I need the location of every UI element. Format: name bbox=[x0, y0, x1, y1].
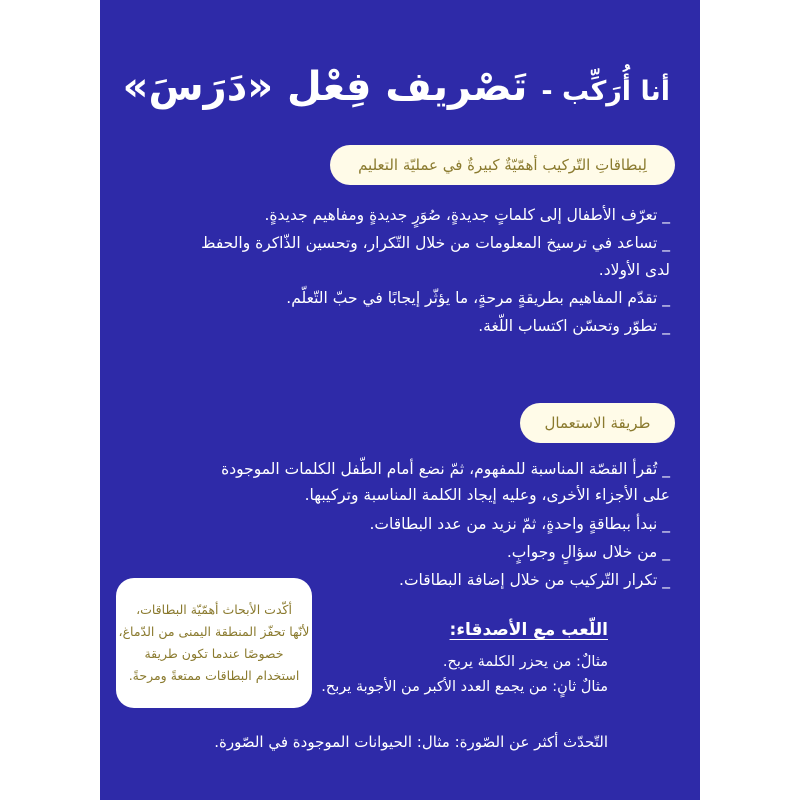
list-item: _ تعرّف الأطفال إلى كلماتٍ جديدةٍ، صُوَرٍ جديدةٍ ومفاهيم جديدةٍ. bbox=[264, 206, 670, 224]
list-item: _ تطوّر وتحسّن اكتساب اللّغة. bbox=[478, 317, 670, 336]
friends-example-1: مثالٌ: من يحزر الكلمة يربح. bbox=[442, 654, 608, 670]
friends-example-2: مثالٌ ثانٍ: من يجمع العدد الأكبر من الأجوبة يربح. bbox=[321, 679, 608, 696]
note-line: أكّدت الأبحاث أهمّيّة البطاقات، bbox=[136, 602, 292, 618]
usage-list bbox=[200, 456, 670, 596]
list-item: _ نبدأ ببطاقةٍ واحدةٍ، ثمّ نزيد من عدد البطاقات. bbox=[369, 514, 670, 533]
list-item: _ تقدّم المفاهيم بطريقةٍ مرحةٍ، ما يؤثّر إيجابًا في حبّ التّعلّم. bbox=[286, 289, 670, 308]
note-line: لأنّها تحفّز المنطقة اليمنى من الدّماغ، bbox=[118, 624, 310, 640]
research-note-box bbox=[116, 578, 312, 708]
importance-heading: لِبطاقاتِ التّركيب أهمّيّةٌ كبيرةٌ في عمليّة التعليم bbox=[330, 145, 675, 185]
friends-examples bbox=[308, 650, 608, 701]
friends-heading: اللّعب مع الأصدقاء: bbox=[449, 620, 608, 640]
title-prefix: أنا أُرَكِّب - bbox=[541, 76, 670, 107]
importance-list bbox=[200, 202, 670, 342]
list-item: _ تكرار التّركيب من خلال إضافة البطاقات. bbox=[399, 571, 670, 590]
booklet-page bbox=[100, 0, 700, 800]
usage-heading: طريقة الاستعمال bbox=[520, 403, 675, 443]
title-main: تَصْريف فِعْل «دَرَسَ» bbox=[122, 64, 528, 110]
note-line: خصوصًا عندما تكون طريقة bbox=[144, 646, 284, 661]
footer-text: التّحدّث أكثر عن الصّورة: مثال: الحيوانات الموجودة في الصّورة. bbox=[214, 733, 608, 751]
list-item: _ تساعد في ترسيخ المعلومات من خلال التّكرار، وتحسين الذّاكرة والحفظ لدى الأولاد. bbox=[201, 234, 670, 279]
note-line: استخدام البطاقات ممتعةً ومرحةً. bbox=[128, 667, 300, 683]
list-item: _ من خلال سؤالٍ وجوابٍ. bbox=[506, 543, 670, 562]
page-title bbox=[122, 64, 670, 110]
list-item: _ تُقرأ القصّة المناسبة للمفهوم، ثمّ نضع أمام الطّفل الكلمات الموجودة على الأجزاء الأخرى، وعليه إيجاد الكلمة المناسبة وتركيبها. bbox=[221, 460, 670, 505]
